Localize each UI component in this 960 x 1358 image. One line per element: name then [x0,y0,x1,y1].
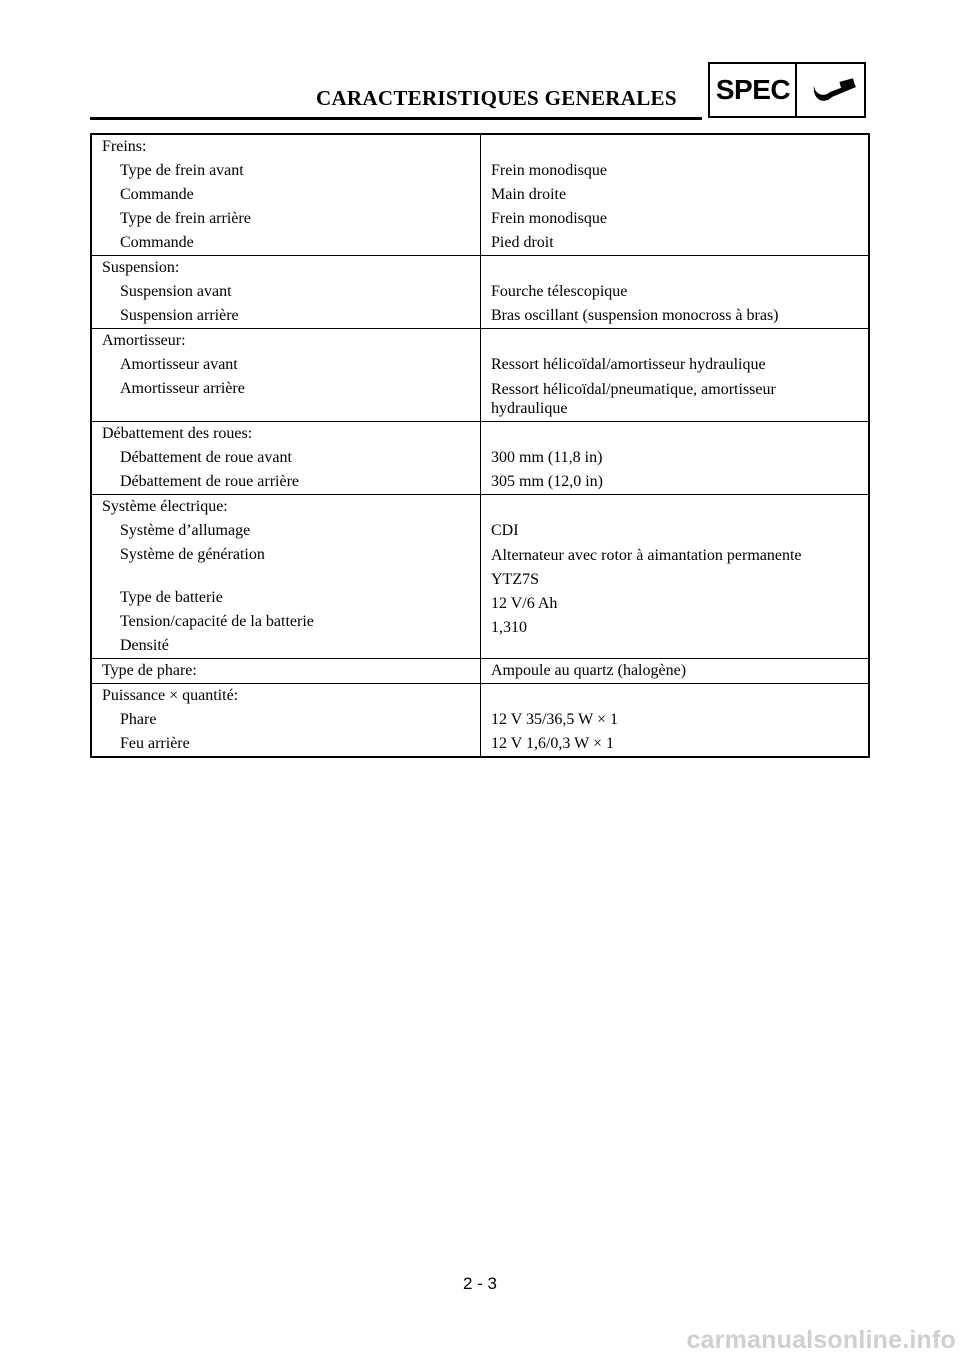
blank-value-line [481,422,868,446]
spec-label: Débattement de roue avant [120,449,292,466]
spec-label: Phare [120,711,157,728]
spec-table [90,133,870,758]
group-heading: Débattement des roues: [102,425,253,442]
spec-label: Débattement de roue arrière [120,473,300,490]
spec-label: Amortisseur arrière [120,380,245,397]
page-header [0,0,960,130]
group-heading: Puissance × quantité: [102,687,239,704]
blank-value-line [481,329,868,353]
blank-value-line [481,495,868,519]
value-cell [481,659,870,684]
spec-label: Système d’allumage [120,522,251,539]
spec-value: 12 V 1,6/0,3 W × 1 [491,735,614,752]
spec-value: Main droite [491,186,567,203]
blank-value-line [481,256,868,280]
spec-value: 305 mm (12,0 in) [491,473,603,490]
table-row [91,684,869,758]
page-title: CARACTERISTIQUES GENERALES [316,86,677,110]
spec-value: Pied droit [491,234,554,251]
value-cell [481,256,870,329]
value-cell [481,422,870,495]
watermark: carmanualsonline.info [686,1326,956,1354]
group-heading-value: Ampoule au quartz (halogène) [491,662,687,679]
spec-value: Frein monodisque [491,162,607,179]
spec-label: Suspension arrière [120,307,239,324]
spec-label: Type de frein arrière [120,210,251,227]
blank-value-line [481,684,868,708]
table-row [91,422,869,495]
group-heading: Amortisseur: [102,332,186,349]
table-row [91,329,869,422]
label-cell [91,256,481,329]
spec-label: Amortisseur avant [120,356,238,373]
spec-label: Commande [120,186,194,203]
spec-value: Frein monodisque [491,210,607,227]
group-heading: Freins: [102,138,147,155]
spec-value: YTZ7S [491,571,539,588]
spec-badge-divider [795,64,797,116]
group-heading: Système électrique: [102,498,228,515]
spec-label: Feu arrière [120,735,190,752]
spec-value: Alternateur avec rotor à aimantation permanente [491,547,802,564]
spec-label: Suspension avant [120,283,232,300]
label-cell [91,684,481,758]
table-row [91,659,869,684]
spec-label: Type de batterie [120,589,223,606]
table-row [91,256,869,329]
table-row [91,134,869,256]
label-cell [91,329,481,422]
label-cell [91,422,481,495]
value-cell [481,684,870,758]
spec-value: Ressort hélicoïdal/amortisseur hydraulique [491,356,766,373]
group-heading: Type de phare: [102,662,197,679]
value-cell [481,329,870,422]
label-cell [91,495,481,659]
spec-value: 300 mm (11,8 in) [491,449,603,466]
wrench-icon [810,74,858,106]
spec-value: Bras oscillant (suspension monocross à bras) [491,307,779,324]
spec-badge-label: SPEC [715,74,791,105]
group-heading: Suspension: [102,259,180,276]
spec-label: Système de génération [120,546,265,563]
spec-value: Ressort hélicoïdal/pneumatique, amortisseur hydraulique [491,381,776,417]
spec-label: Tension/capacité de la batterie [120,613,314,630]
table-row [91,495,869,659]
value-cell [481,495,870,659]
value-cell [481,134,870,256]
spec-label: Commande [120,234,194,251]
spec-value: 12 V/6 Ah [491,595,558,612]
blank-value-line [481,135,868,159]
title-rule [90,117,702,120]
spec-value: 12 V 35/36,5 W × 1 [491,711,618,728]
page-number: 2 - 3 [462,1274,498,1293]
spec-badge [708,62,866,118]
spec-value: Fourche télescopique [491,283,628,300]
spec-value: 1,310 [491,619,527,636]
spec-value: CDI [491,522,519,539]
spec-label: Type de frein avant [120,162,244,179]
spec-label: Densité [120,637,169,654]
label-cell [91,134,481,256]
label-cell [91,659,481,684]
